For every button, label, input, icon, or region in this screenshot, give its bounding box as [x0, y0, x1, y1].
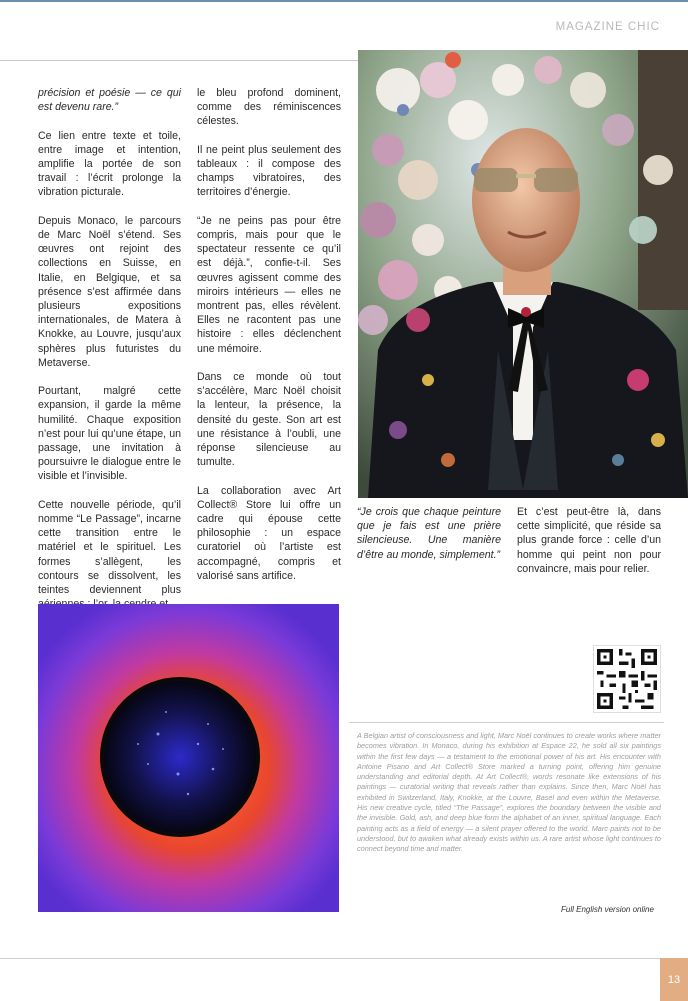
paragraph: “Je crois que chaque peinture que je fais est une prière silencieuse. Une manière d’être au monde, simplement.” — [357, 506, 501, 561]
article-column-1 — [38, 86, 181, 626]
paragraph: “Je ne peins pas pour être compris, mais pour que le spectateur ressente ce qu’il est déjà.”, confie-t-il. Ses œuvres agissent comme des miroirs intérieurs — elles ne montrent pas, elles révèlent. Elles ne racontent pas une histoire : elles déclenchent une mémoire. — [197, 214, 341, 355]
top-accent-line — [0, 0, 688, 2]
qr-code[interactable] — [593, 645, 661, 713]
paragraph: Cette nouvelle période, qu’il nomme “Le Passage”, incarne cette transition entre le matériel et le spirituel. Les formes s’allègent, les contours se dissolvent, les teintes deviennent plus — [38, 498, 181, 597]
paragraph: Et c’est peut-être là, dans cette simplicité, que réside sa plus grande force : celle d’un homme qui peint non pour convaincre, mais pour relier. — [517, 506, 661, 575]
page-number: 13 — [660, 958, 688, 1001]
paragraph: Pourtant, malgré cette expansion, il garde la même humilité. Chaque exposition n’est pour lui qu’une étape, un passage, une invitation à poursuivre le dialogue entre le visible et l’invisible. — [38, 385, 181, 483]
magazine-title: MAGAZINE CHIC — [555, 21, 660, 33]
quote-column — [357, 505, 501, 576]
painting-the-passage — [38, 604, 339, 912]
footer-rule — [0, 958, 660, 959]
summary-divider — [349, 722, 664, 723]
article-column-2 — [197, 86, 341, 597]
paragraph: La collaboration avec Art Collect® Store lui offre un cadre qui épouse cette philosophie : un espace curatoriel où l’artiste est accompagné, compris et valorisé sans artifice. — [197, 484, 341, 582]
paragraph: Depuis Monaco, le parcours de Marc Noël s’étend. Ses œuvres ont rejoint des collections en Suisse, en Italie, en Belgique, et sa présence s’est affirmée dans plusieurs expositions internationales, de Matera à Knokke, au Louvre, jusqu’aux sphères plus futuristes du Metaverse. — [38, 214, 181, 369]
paragraph: le bleu profond dominent, comme des réminiscences célestes. — [197, 87, 341, 128]
paragraph: précision et poésie — ce qui est devenu rare.” — [38, 87, 181, 114]
paragraph: Il ne peint plus seulement des tableaux : il compose des champs vibratoires, des territoires d’énergie. — [197, 143, 341, 199]
english-summary: A Belgian artist of consciousness and light, Marc Noël continues to create works where matter becomes vibration. In Monaco, during his exhibition at Espace 22, he sold all six paintings within the first few days — a testament to the emotional power of his art. His encounter with Antoine Pisano and Art Collect® Store marked a turning point, offering him genuine understanding and editorial depth. At Art Collect®, words resonate like extensions of his paintings — curatorial writing that reveals rather than explains. Since then, Marc Noël has exhibited in Switzerland, Italy, Knokke, at the Louvre, Basel and even within the Metaverse. His new creative cycle, titled “The Passage”, explores the boundary between the visible and the invisible. Gold, ash, and deep blue form the alphabet of an inner, spiritual language. Each painting acts as a field of energy — a silent prayer offered to the world. Marc paints not to be understood, but to awaken what already exists within us. A rare artist whose light continues to connect beyond time and matter. — [357, 731, 661, 854]
paragraph: Ce lien entre texte et toile, entre image et intention, amplifie la portée de son travail : l’écrit prolonge la vibration picturale. — [38, 129, 181, 199]
full-version-note[interactable]: Full English version online — [561, 905, 654, 914]
artist-portrait-photo — [358, 50, 688, 498]
paragraph: Dans ce monde où tout s’accélère, Marc Noël choisit la lenteur, la présence, la densité du geste. Son art est une résistance à l’oubli, une réponse silencieuse au tumulte. — [197, 371, 341, 469]
closing-column — [517, 505, 661, 590]
header-rule — [0, 60, 358, 61]
